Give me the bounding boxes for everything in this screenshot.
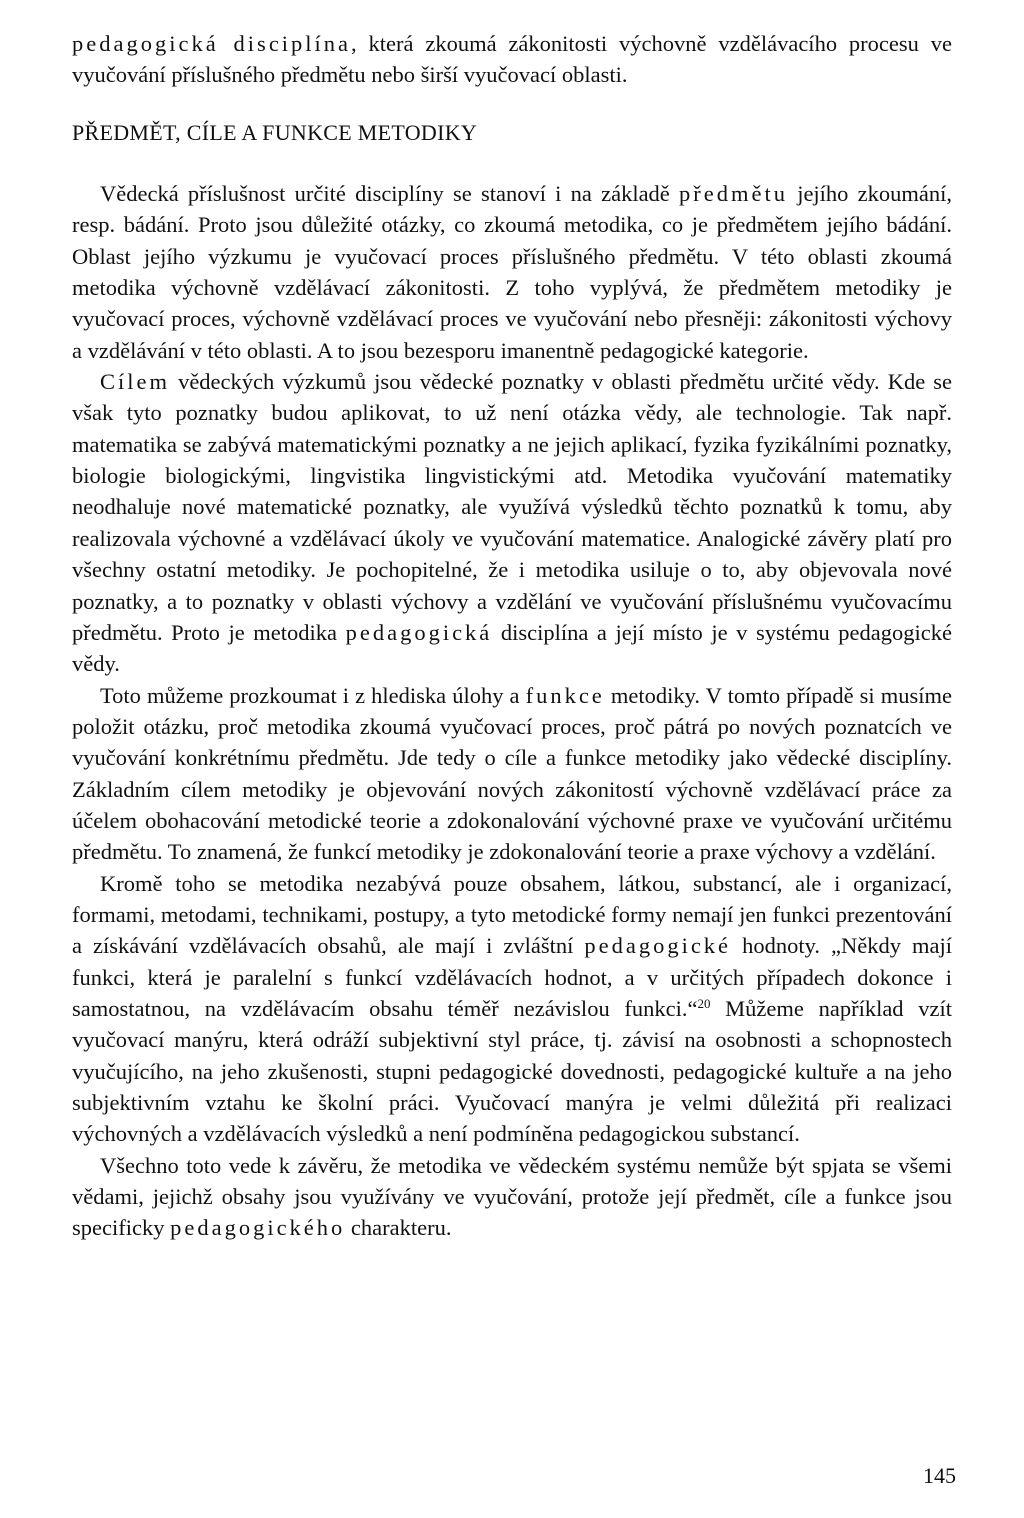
spaced-emphasis: pedagogická: [345, 619, 493, 645]
paragraph-forms: Kromě toho se metodika nezabývá pouze obsahem, látkou, substancí, ale i organizací, formami, metodami, technikami, postupy, a tyto metodické formy nemají jen funkci prezentování a získávání vzdělávacích obsahů, ale mají i zvláštní pedagogické hodnoty. „Někdy mají funkci, která je paralelní s funkcí vzdělávacích hodnot, a v určitých případech dokonce i samostatnou, na vzdělávacím obsahu téměř nezávislou funkci.“$^{20}$ Můžeme například vzít vyučovací manýru, která odráží subjektivní styl práce, tj. závisí na osobnosti a schopnostech vyučujícího, na jeho zkušenosti, stupni pedagogické dovednosti, pedagogické kultuře a na jeho subjektivním vztahu ke školní práci. Vyučovací manýra je velmi důležitá při realizaci výchovných a vzdělávacích výsledků a není podmíněna pedagogickou substancí.: [72, 870, 952, 1147]
paragraph-function: Toto můžeme prozkoumat i z hlediska úlohy a funkce metodiky. V tomto případě si musíme položit otázku, proč metodika zkoumá vyučovací proces, proč pátrá po nových poznatcích ve vyučování konkrétnímu předmětu. Jde tedy o cíle a funkce metodiky jako vědecké disciplíny. Základním cílem metodiky je objevování nových zákonitostí výchovně vzdělávací práce za účelem obohacování metodické teorie a zdokonalování výchovné praxe ve vyučování určitému předmětu. To znamená, že funkcí metodiky je zdokonalování teorie a praxe výchovy a vzdělání.: [72, 682, 952, 865]
spaced-emphasis: pedagogická disciplína: [72, 31, 352, 56]
body-text: [72, 28, 952, 1244]
intro-paragraph: pedagogická disciplína, která zkoumá zákonitosti výchovně vzdělávacího procesu ve vyučování příslušného předmětu nebo širší vyučovací oblasti.: [72, 31, 952, 88]
spaced-emphasis: Cílem: [100, 369, 170, 395]
spaced-emphasis: pedagogické: [584, 933, 732, 959]
paragraph-subject: Vědecká příslušnost určité disciplíny se stanoví i na základě předmětu jejího zkoumání, resp. bádání. Proto jsou důležité otázky, co zkoumá metodika, co je předmětem jejího bádání. Oblast jejího výzkumu je vyučovací proces příslušného předmětu. V této oblasti zkoumá metodika výchovně vzdělávací zákonitosti. Z toho vyplývá, že předmětem metodiky je vyučovací proces, výchovně vzdělávací proces ve vyučování nebo přesněji: zákonitosti výchovy a vzdělávání v této oblasti. A to jsou bezesporu imanentně pedagogické kategorie.: [72, 181, 952, 363]
spaced-emphasis: pedagogického: [170, 1215, 346, 1241]
spaced-emphasis: předmětu: [679, 181, 788, 207]
paragraph-conclusion: Všechno toto vede k závěru, že metodika ve vědeckém systému nemůže být spjata se všemi vědami, jejichž obsahy jsou využívány ve vyučování, protože její předmět, cíle a funkce jsou specificky pedagogického charakteru.: [72, 1152, 952, 1241]
section-heading: PŘEDMĚT, CÍLE A FUNKCE METODIKY: [72, 119, 478, 145]
paragraph-goal: Cílem vědeckých výzkumů jsou vědecké poznatky v oblasti předmětu určité vědy. Kde se však tyto poznatky budou aplikovat, to už není otázka vědy, ale technologie. Tak např. matematika se zabývá matematickými poznatky a ne jejich aplikací, fyzika fyzikálními poznatky, biologie biologickými, lingvistika lingvistickými atd. Metodika vyučování matematiky neodhaluje nové matematické poznatky, ale využívá výsledků těchto poznatků k tomu, aby realizovala výchovné a vzdělávací úkoly ve vyučování matematice. Analogické závěry platí pro všechny ostatní metodiky. Je pochopitelné, že i metodika usiluje o to, aby objevovala nové poznatky, a to poznatky v oblasti výchovy a vzdělání ve vyučování příslušnému vyučovacímu předmětu. Proto je metodika pedagogická disciplína a její místo je v systému pedagogické vědy.: [72, 369, 952, 677]
page-number: 145: [923, 1463, 956, 1488]
footnote-marker: 20: [697, 995, 711, 1011]
spaced-emphasis: funkce: [525, 682, 605, 708]
